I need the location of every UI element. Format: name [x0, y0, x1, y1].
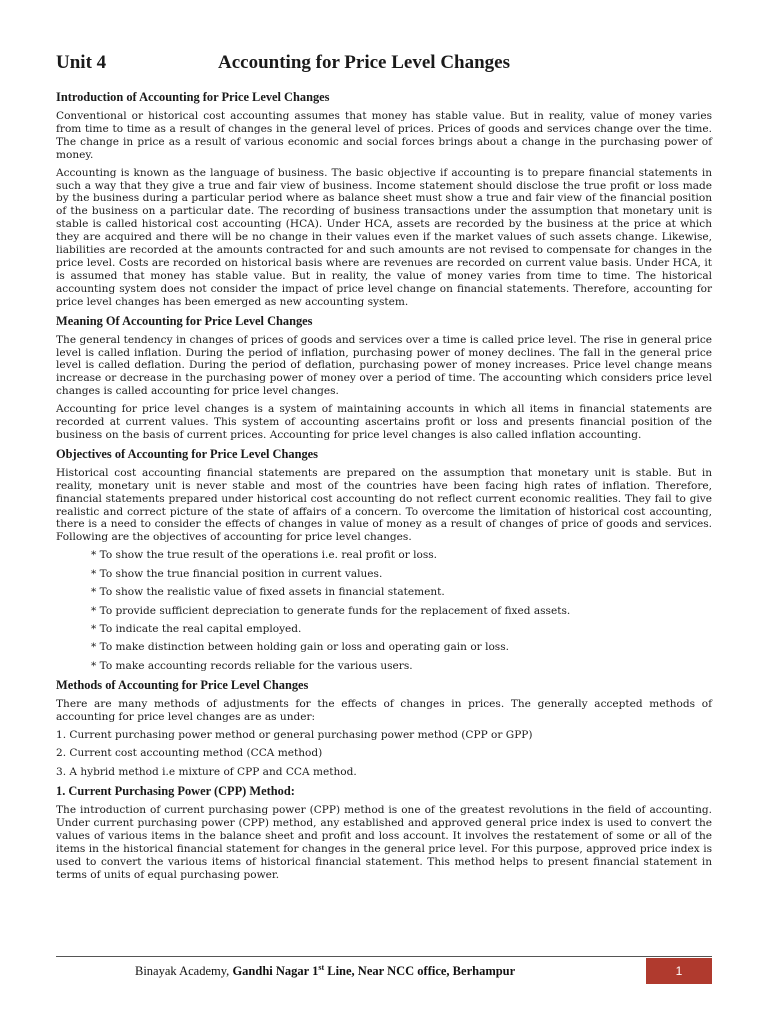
section-heading-objectives: Objectives of Accounting for Price Level Changes — [56, 446, 318, 461]
header-row — [56, 52, 712, 78]
list-item: * To provide sufficient depreciation to generate funds for the replacement of fixed assets. — [91, 604, 571, 617]
section-heading-cpp: 1. Current Purchasing Power (CPP) Method: — [56, 784, 295, 799]
list-item: * To make distinction between holding gain or loss and operating gain or loss. — [91, 641, 509, 654]
meaning-paragraph-1: The general tendency in changes of prices of goods and services over a time is called price level. The rise in general price level is called inflation. During the period of inflation, purchasing power of money declines. The fall in the general price level is called deflation. During the period of deflation, purchasing power of money increases. Price level change means increase or decrease in the purchasing power of money over a period of time. The accounting which considers price level changes is called accounting for price level changes. — [56, 333, 712, 398]
page-number: 1 — [646, 958, 712, 984]
cpp-paragraph: The introduction of current purchasing power (CPP) method is one of the greatest revolutions in the field of accounting. Under current purchasing power (CPP) method, any established and approved general price index is used to convert the values of various items in the balance sheet and profit and loss account. It involves the restatement of some or all of the items in the historical financial statement for changes in the general price level. For this purpose, approved price index is used to convert the various items of historical financial statement. This method helps to present financial statement in terms of units of equal purchasing power. — [56, 804, 712, 881]
footer-address — [135, 963, 515, 979]
list-item: * To show the realistic value of fixed assets in financial statement. — [91, 586, 445, 599]
footer-divider — [56, 956, 712, 957]
method-item: 3. A hybrid method i.e mixture of CPP and CCA method. — [56, 765, 357, 778]
list-item: * To make accounting records reliable for the various users. — [91, 659, 413, 672]
intro-paragraph-1: Conventional or historical cost accounting assumes that money has stable value. But in reality, value of money varies from time to time as a result of changes in the general level of prices. Prices of goods and services change over the time. The change in price as a result of various economic and social forces brings about a change in the purchasing power of money. — [56, 110, 712, 161]
footer-org: Binayak Academy, — [135, 964, 230, 979]
method-item: 1. Current purchasing power method or general purchasing power method (CPP or GPP) — [56, 728, 533, 741]
objectives-paragraph: Historical cost accounting financial statements are prepared on the assumption that monetary unit is stable. But in reality, monetary unit is never stable and most of the countries have been facing high rates of inflation. Therefore, financial statements prepared under historical cost accounting do not reflect current economic realities. They fail to give realistic and correct picture of the state of affairs of a concern. To overcome the limitation of historical cost accounting, there is a need to consider the effects of changes in value of money as a result of changes of price of goods and services. Following are the objectives of accounting for price level changes. — [56, 466, 712, 544]
list-item: * To indicate the real capital employed. — [91, 622, 302, 635]
methods-paragraph: There are many methods of adjustments for the effects of changes in prices. The generally accepted methods of accounting for price level changes are as under: — [56, 698, 712, 724]
footer-address-line: Gandhi Nagar 1st Line, Near NCC office, Berhampur — [232, 963, 516, 979]
content — [56, 90, 712, 887]
page-title: Accounting for Price Level Changes — [218, 52, 510, 73]
section-heading-methods: Methods of Accounting for Price Level Changes — [56, 678, 309, 693]
section-heading-intro: Introduction of Accounting for Price Level Changes — [56, 90, 330, 104]
list-item: * To show the true result of the operations i.e. real profit or loss. — [91, 549, 438, 562]
intro-paragraph-2: Accounting is known as the language of business. The basic objective if accounting is to prepare financial statements in such a way that they give a true and fair view of business. Income statement should disclose the true profit or loss made by the business during a particular period where as balance sheet must show a true and fair view of the financial position of the business on a particular date. The recording of business transactions under the assumption that monetary unit is stable is called historical cost accounting (HCA). Under HCA, assets are recorded by the business at the price at which they are acquired and there will be no change in their values even if the market values of such assets change. Likewise, liabilities are recorded at the amounts contracted for and such amounts are not revised to compensate for changes in the price level. Costs are recorded on historical basis where are revenues are recorded on current value basis. Under HCA, it is assumed that money has stable value. But in reality, the value of money varies from time to time. The historical accounting system does not consider the impact of price level change on financial statements. Therefore, accounting for price level changes has been emerged as new accounting system. — [56, 166, 712, 308]
method-item: 2. Current cost accounting method (CCA method) — [56, 747, 323, 760]
meaning-paragraph-2: Accounting for price level changes is a system of maintaining accounts in which all items in financial statements are recorded at current values. This system of accounting ascertains profit or loss and presents financial position of the business on the basis of current prices. Accounting for price level changes is also called inflation accounting. — [56, 403, 712, 441]
list-item: * To show the true financial position in current values. — [91, 567, 383, 580]
unit-label: Unit 4 — [56, 52, 107, 73]
section-heading-meaning: Meaning Of Accounting for Price Level Changes — [56, 313, 313, 328]
